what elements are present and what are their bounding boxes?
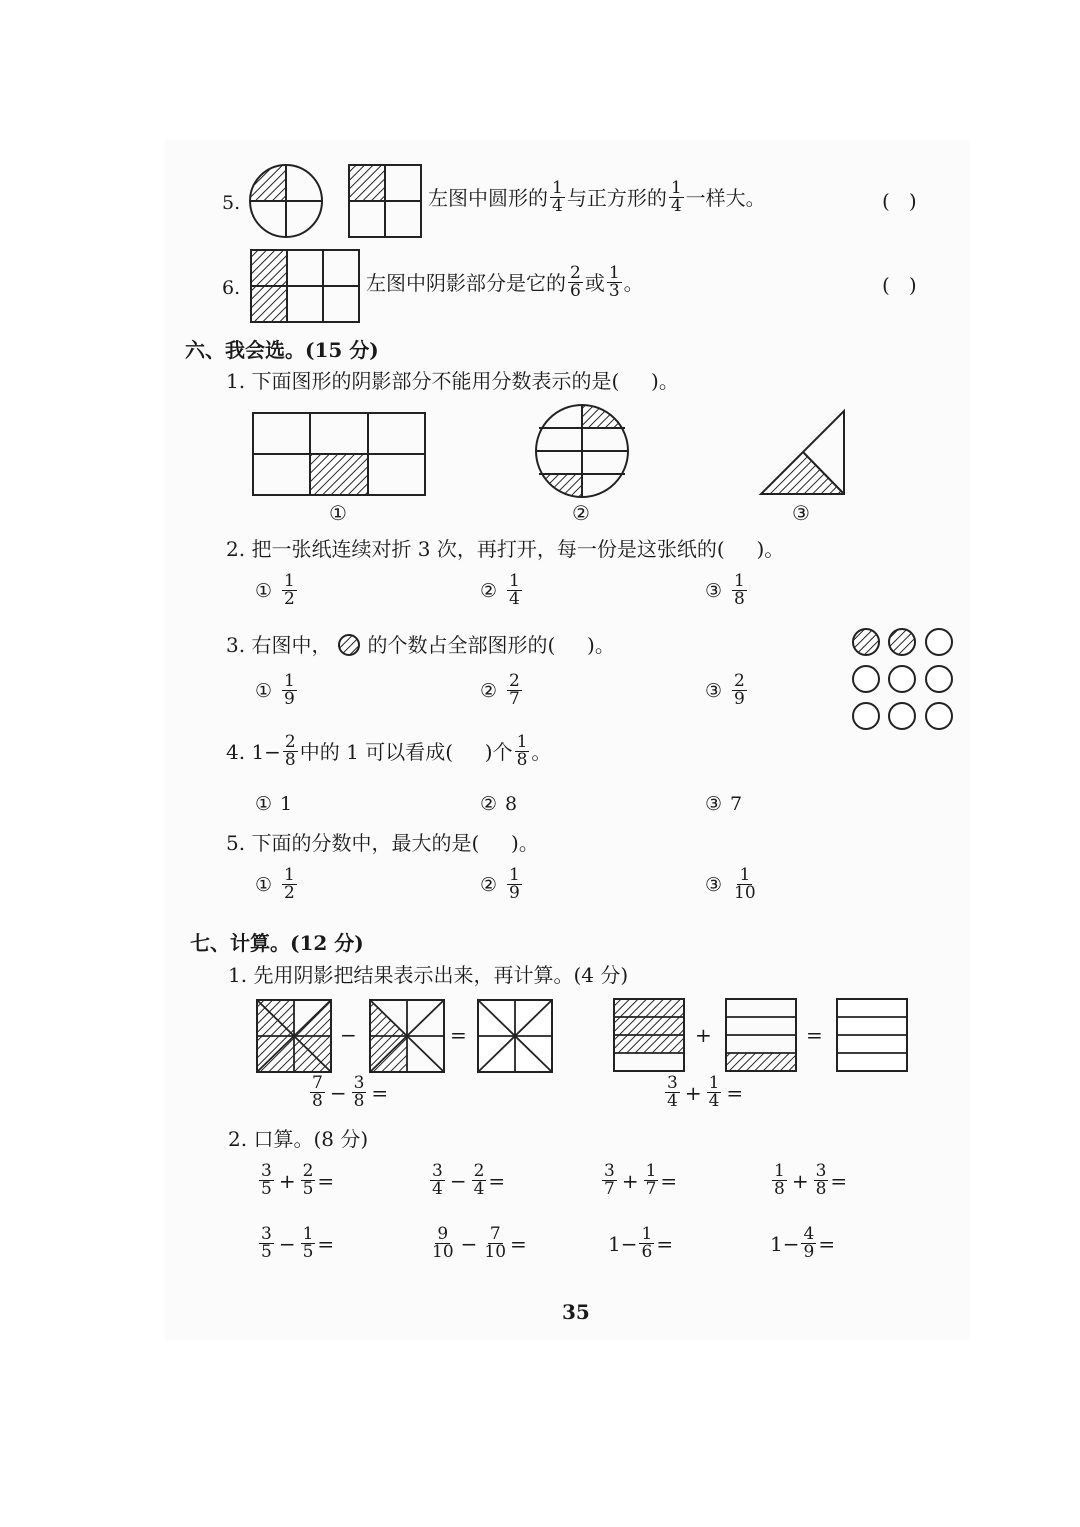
s7-equation-1: $\frac{7}{8}$ − $\frac{3}{8}$ = — [312, 1073, 389, 1111]
s6-q1-text: 1. 下面图形的阴影部分不能用分数表示的是( )。 — [226, 369, 679, 393]
oral-calc-8: 1− $\frac{4}{9}$ = — [770, 1224, 836, 1262]
s7-square-7-eighths — [256, 999, 332, 1073]
s6-q4-option-3[interactable]: ③ 7 — [705, 793, 743, 815]
oral-calc-2: $\frac{3}{4}$ − $\frac{2}{4}$ = — [432, 1161, 506, 1199]
s6-q4-option-1[interactable]: ① 1 — [255, 793, 293, 815]
q6-text-a: 左图中阴影部分是它的 — [366, 270, 566, 295]
s7-square-answer-1[interactable] — [477, 999, 553, 1073]
q6-grid-figure — [250, 249, 360, 323]
s6-q4-fraction-2: $\frac{1}{8}$ — [516, 732, 528, 770]
q5-fraction-1: $\frac{1}{4}$ — [552, 178, 563, 216]
hatched-circle-icon — [337, 633, 361, 657]
q5-text-b: 与正方形的 — [566, 185, 667, 210]
q5-statement — [428, 180, 766, 215]
s7-equation-2: $\frac{3}{4}$ + $\frac{1}{4}$ = — [667, 1073, 744, 1111]
page-number: 35 — [562, 1300, 590, 1324]
q5-text-c: 一样大。 — [685, 185, 766, 210]
oral-calc-3: $\frac{3}{7}$ + $\frac{1}{7}$ = — [604, 1161, 678, 1199]
s7-rect-3-quarters — [613, 998, 685, 1072]
s6-q3-option-2[interactable]: ② $\frac{2}{7}$ — [480, 671, 520, 709]
s6-q3-option-3[interactable]: ③ $\frac{2}{9}$ — [705, 671, 745, 709]
s7-equals-sign-2: = — [806, 1023, 823, 1047]
s7-minus-sign: − — [340, 1023, 357, 1047]
q6-answer-parens[interactable]: ( ) — [882, 273, 917, 297]
s6-q1-label-3: ③ — [792, 501, 810, 525]
s7-rect-answer-2[interactable] — [836, 998, 908, 1072]
q6-statement — [366, 265, 644, 300]
oral-calc-4: $\frac{1}{8}$ + $\frac{3}{8}$ = — [774, 1161, 848, 1199]
q5-square-figure — [348, 164, 422, 238]
q6-fraction-2: $\frac{1}{3}$ — [608, 263, 620, 301]
s6-q3-text-a: 3. 右图中， — [226, 633, 332, 657]
oral-calc-5: $\frac{3}{5}$ − $\frac{1}{5}$ = — [261, 1224, 335, 1262]
oral-calc-6: $\frac{9}{10}$ − $\frac{7}{10}$ = — [432, 1224, 527, 1262]
s6-q1-triangle-figure — [760, 410, 846, 496]
s6-q4-text-b: 中的 1 可以看成( )个 — [299, 739, 513, 764]
q5-circle-figure — [249, 164, 325, 240]
s6-q4-fraction-1: $\frac{2}{8}$ — [284, 732, 296, 770]
s7-equals-sign-1: = — [450, 1023, 467, 1047]
s6-q4-text-a: 4. 1− — [226, 739, 281, 764]
s6-q1-label-1: ① — [329, 501, 347, 525]
s6-q1-rect-figure — [252, 412, 426, 496]
s6-q3-circles-figure — [850, 626, 956, 732]
q6-text-b: 或 — [584, 270, 605, 295]
q5-answer-parens[interactable]: ( ) — [882, 189, 917, 213]
s6-q1-circle-figure — [535, 404, 629, 498]
oral-calc-1: $\frac{3}{5}$ + $\frac{2}{5}$ = — [261, 1161, 335, 1199]
section-6-title: 六、我会选。(15 分) — [185, 338, 379, 362]
s7-q2-text: 2. 口算。(8 分) — [228, 1127, 369, 1151]
s7-plus-sign: + — [695, 1023, 712, 1047]
s6-q1-label-2: ② — [572, 501, 590, 525]
s6-q5-option-2[interactable]: ② $\frac{1}{9}$ — [480, 865, 520, 903]
s7-square-3-eighths — [369, 999, 445, 1073]
oral-calc-7: 1− $\frac{1}{6}$ = — [608, 1224, 674, 1262]
q5-fraction-2: $\frac{1}{4}$ — [670, 178, 682, 216]
s6-q2-option-3[interactable]: ③ $\frac{1}{8}$ — [705, 571, 745, 609]
q5-number: 5. — [222, 192, 241, 214]
q6-fraction-1: $\frac{2}{6}$ — [570, 263, 581, 301]
s6-q2-text: 2. 把一张纸连续对折 3 次，再打开，每一份是这张纸的( )。 — [226, 537, 785, 561]
s6-q2-option-1[interactable]: ① $\frac{1}{2}$ — [255, 571, 295, 609]
s6-q5-option-3[interactable]: ③ $\frac{1}{10}$ — [705, 865, 756, 903]
s6-q4-text-c: 。 — [531, 739, 552, 764]
s6-q3-text — [226, 632, 615, 658]
s6-q5-option-1[interactable]: ① $\frac{1}{2}$ — [255, 865, 295, 903]
s6-q3-text-b: 的个数占全部图形的( )。 — [367, 633, 615, 657]
section-7-title: 七、计算。(12 分) — [190, 931, 364, 955]
s6-q5-text: 5. 下面的分数中，最大的是( )。 — [226, 831, 539, 855]
s6-q2-option-2[interactable]: ② $\frac{1}{4}$ — [480, 571, 520, 609]
q6-text-c: 。 — [623, 270, 644, 295]
q6-number: 6. — [222, 277, 241, 299]
s6-q4-text — [226, 734, 551, 769]
s6-q3-option-1[interactable]: ① $\frac{1}{9}$ — [255, 671, 295, 709]
s7-q1-text: 1. 先用阴影把结果表示出来，再计算。(4 分) — [228, 963, 629, 987]
q5-text-a: 左图中圆形的 — [428, 185, 548, 210]
s6-q4-option-2[interactable]: ② 8 — [480, 793, 518, 815]
s7-rect-1-quarter — [725, 998, 797, 1072]
